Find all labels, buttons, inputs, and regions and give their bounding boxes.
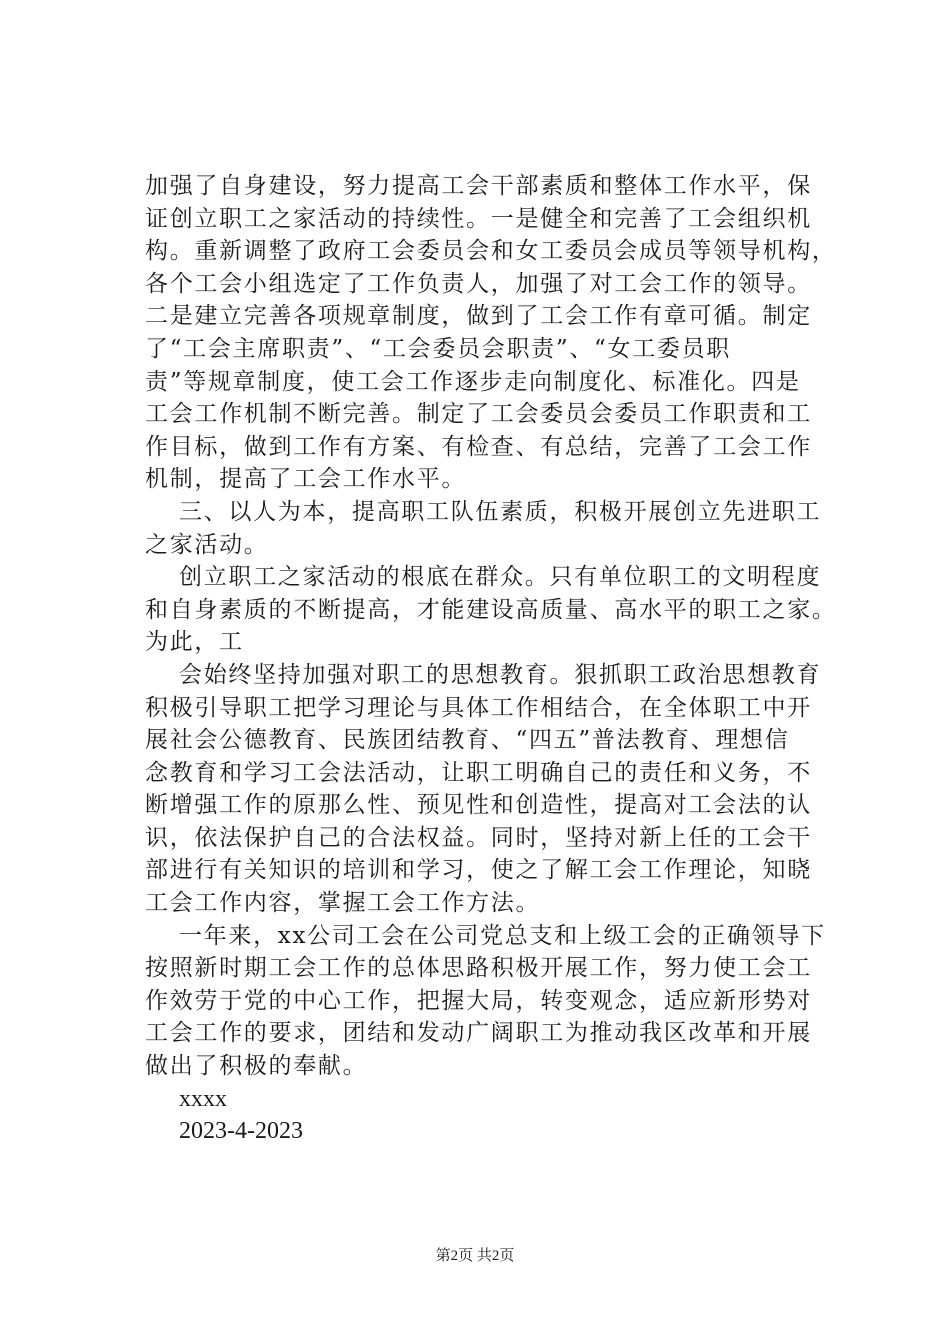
- text-line: 各个工会小组选定了工作负责人，加强了对工会工作的领导。: [145, 270, 812, 297]
- text-line: 之家活动。: [145, 531, 269, 558]
- page-number: 第2页 共2页: [435, 1248, 515, 1264]
- text-line: 创立职工之家活动的根底在群众。只有单位职工的文明程度: [179, 564, 822, 591]
- text-line: 加强了自身建设，努力提高工会干部素质和整体工作水平，保: [145, 173, 812, 199]
- text-line: 作效劳于党的中心工作，把握大局，转变观念，适应新形势对: [145, 987, 812, 1014]
- signature-date: 2023-4-2023: [179, 1118, 303, 1145]
- text-line: 了“工会主席职责”、“工会委员会职责”、“女工委员职: [145, 335, 731, 362]
- text-line: 责”等规章制度，使工会工作逐步走向制度化、标准化。四是: [145, 368, 801, 395]
- text-line: 构。重新调整了政府工会委员会和女工委员会成员等领导机构，: [145, 238, 837, 265]
- text-line: 做出了积极的奉献。: [145, 1053, 368, 1080]
- text-line: 一年来，xx公司工会在公司党总支和上级工会的正确领导下: [179, 922, 826, 949]
- text-line: 积极引导职工把学习理论与具体工作相结合，在全体职工中开: [145, 694, 812, 721]
- text-line: 部进行有关知识的培训和学习，使之了解工会工作理论，知晓: [145, 857, 812, 884]
- text-line: 为此，工: [145, 629, 244, 656]
- text-line: 工会工作机制不断完善。制定了工会委员会委员工作职责和工: [145, 401, 812, 428]
- text-line: 证创立职工之家活动的持续性。一是健全和完善了工会组织机: [145, 205, 812, 232]
- text-line: 识，依法保护自己的合法权益。同时，坚持对新上任的工会干: [145, 824, 812, 851]
- text-line: 按照新时期工会工作的总体思路积极开展工作，努力使工会工: [145, 955, 812, 982]
- text-line: 机制，提高了工会工作水平。: [145, 466, 467, 493]
- signature-name: xxxx: [179, 1085, 227, 1112]
- text-line: 念教育和学习工会法活动，让职工明确自己的责任和义务，不: [145, 759, 812, 786]
- text-line: 工会工作的要求，团结和发动广阔职工为推动我区改革和开展: [145, 1020, 812, 1047]
- text-line: 作目标，做到工作有方案、有检查、有总结，完善了工会工作: [145, 433, 812, 460]
- text-line: 断增强工作的原那么性、预见性和创造性，提高对工会法的认: [145, 792, 812, 819]
- document-body: [145, 170, 837, 1148]
- text-line: 工会工作内容，掌握工会工作方法。: [145, 890, 541, 917]
- text-line: 二是建立完善各项规章制度，做到了工会工作有章可循。制定: [145, 303, 812, 330]
- text-line: 展社会公德教育、民族团结教育、“四五”普法教育、理想信: [145, 727, 790, 754]
- page-footer: [0, 1244, 950, 1265]
- text-line: 会始终坚持加强对职工的思想教育。狠抓职工政治思想教育: [179, 661, 822, 688]
- section-heading: 三、以人为本，提高职工队伍素质，积极开展创立先进职工: [179, 498, 822, 525]
- text-line: 和自身素质的不断提高，才能建设高质量、高水平的职工之家。: [145, 596, 837, 623]
